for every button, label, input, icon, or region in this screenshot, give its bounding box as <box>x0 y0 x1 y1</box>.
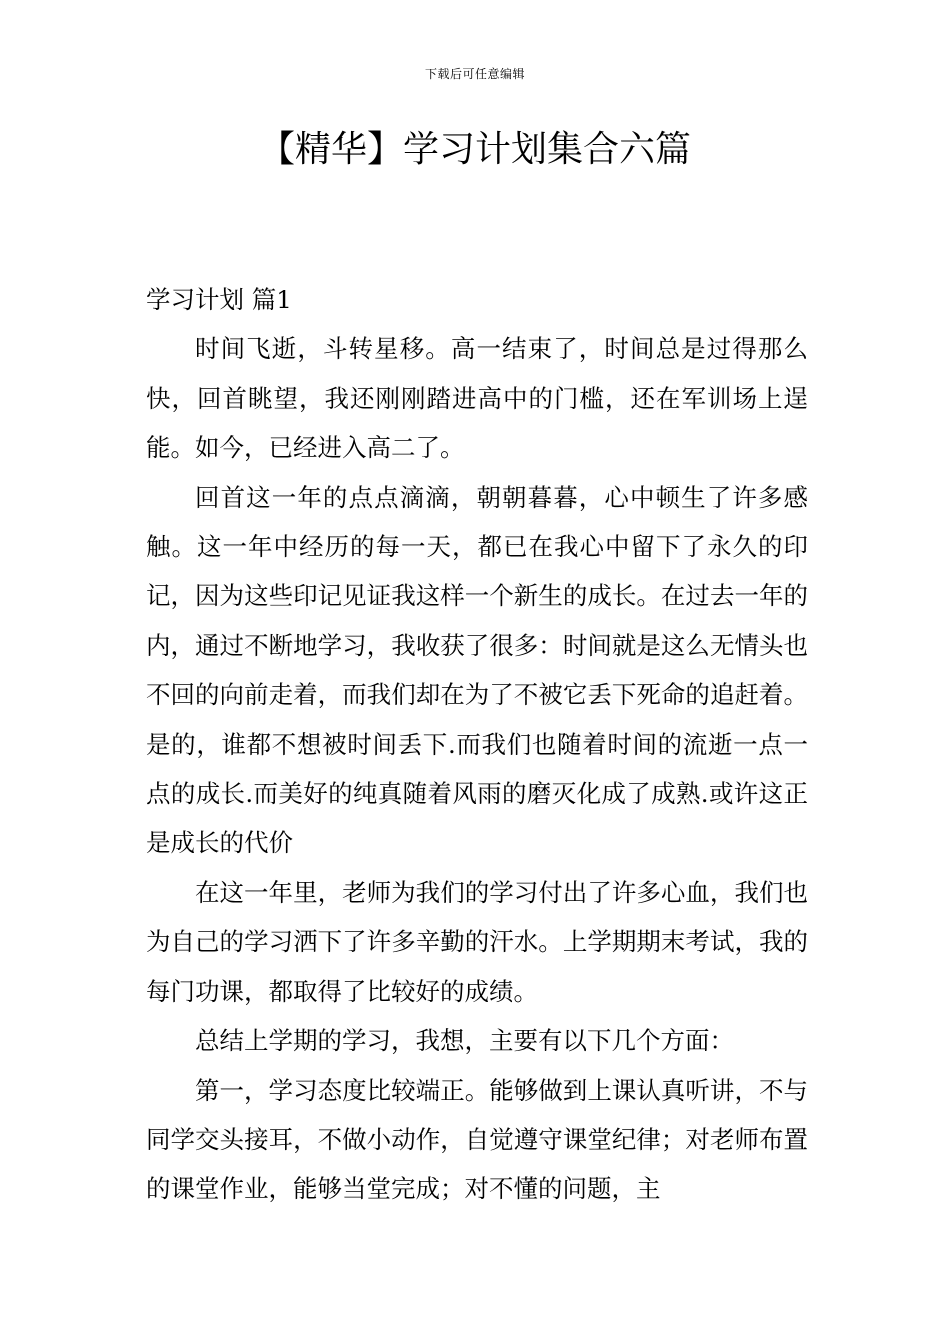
paragraph-4: 总结上学期的学习，我想，主要有以下几个方面： <box>195 1026 734 1056</box>
paragraph-5: 第一，学习态度比较端正。能够做到上课认真听讲，不与同学交头接耳，不做小动作，自觉遵守课堂纪律；对老师布置的课堂作业，能够当堂完成；对不懂的问题，主 <box>146 1075 808 1204</box>
paragraph-2: 回首这一年的点点滴滴，朝朝暮暮，心中顿生了许多感触。这一年中经历的每一天，都已在我心中留下了永久的印记，因为这些印记见证我这样一个新生的成长。在过去一年的内，通过不断地学习，我收获了很多：时间就是这么无情头也不回的向前走着，而我们却在为了不被它丢下死命的追赶着。是的，谁都不想被时间丢下.而我们也随着时间的流逝一点一点的成长.而美好的纯真随着风雨的磨灭化成了成熟.或许这正是成长的代价 <box>146 482 808 858</box>
document-body <box>146 275 808 1214</box>
paragraph-1: 时间飞逝，斗转星移。高一结束了，时间总是过得那么快，回首眺望，我还刚刚踏进高中的门槛，还在军训场上逞能。如今，已经进入高二了。 <box>146 334 808 463</box>
section-heading: 学习计划 篇1 <box>146 285 292 314</box>
header-note: 下载后可任意编辑 <box>424 67 525 81</box>
document-title: 【精华】学习计划集合六篇 <box>258 129 691 170</box>
paragraph-3: 在这一年里，老师为我们的学习付出了许多心血，我们也为自己的学习洒下了许多辛勤的汗水。上学期期末考试，我的每门功课，都取得了比较好的成绩。 <box>146 877 808 1006</box>
